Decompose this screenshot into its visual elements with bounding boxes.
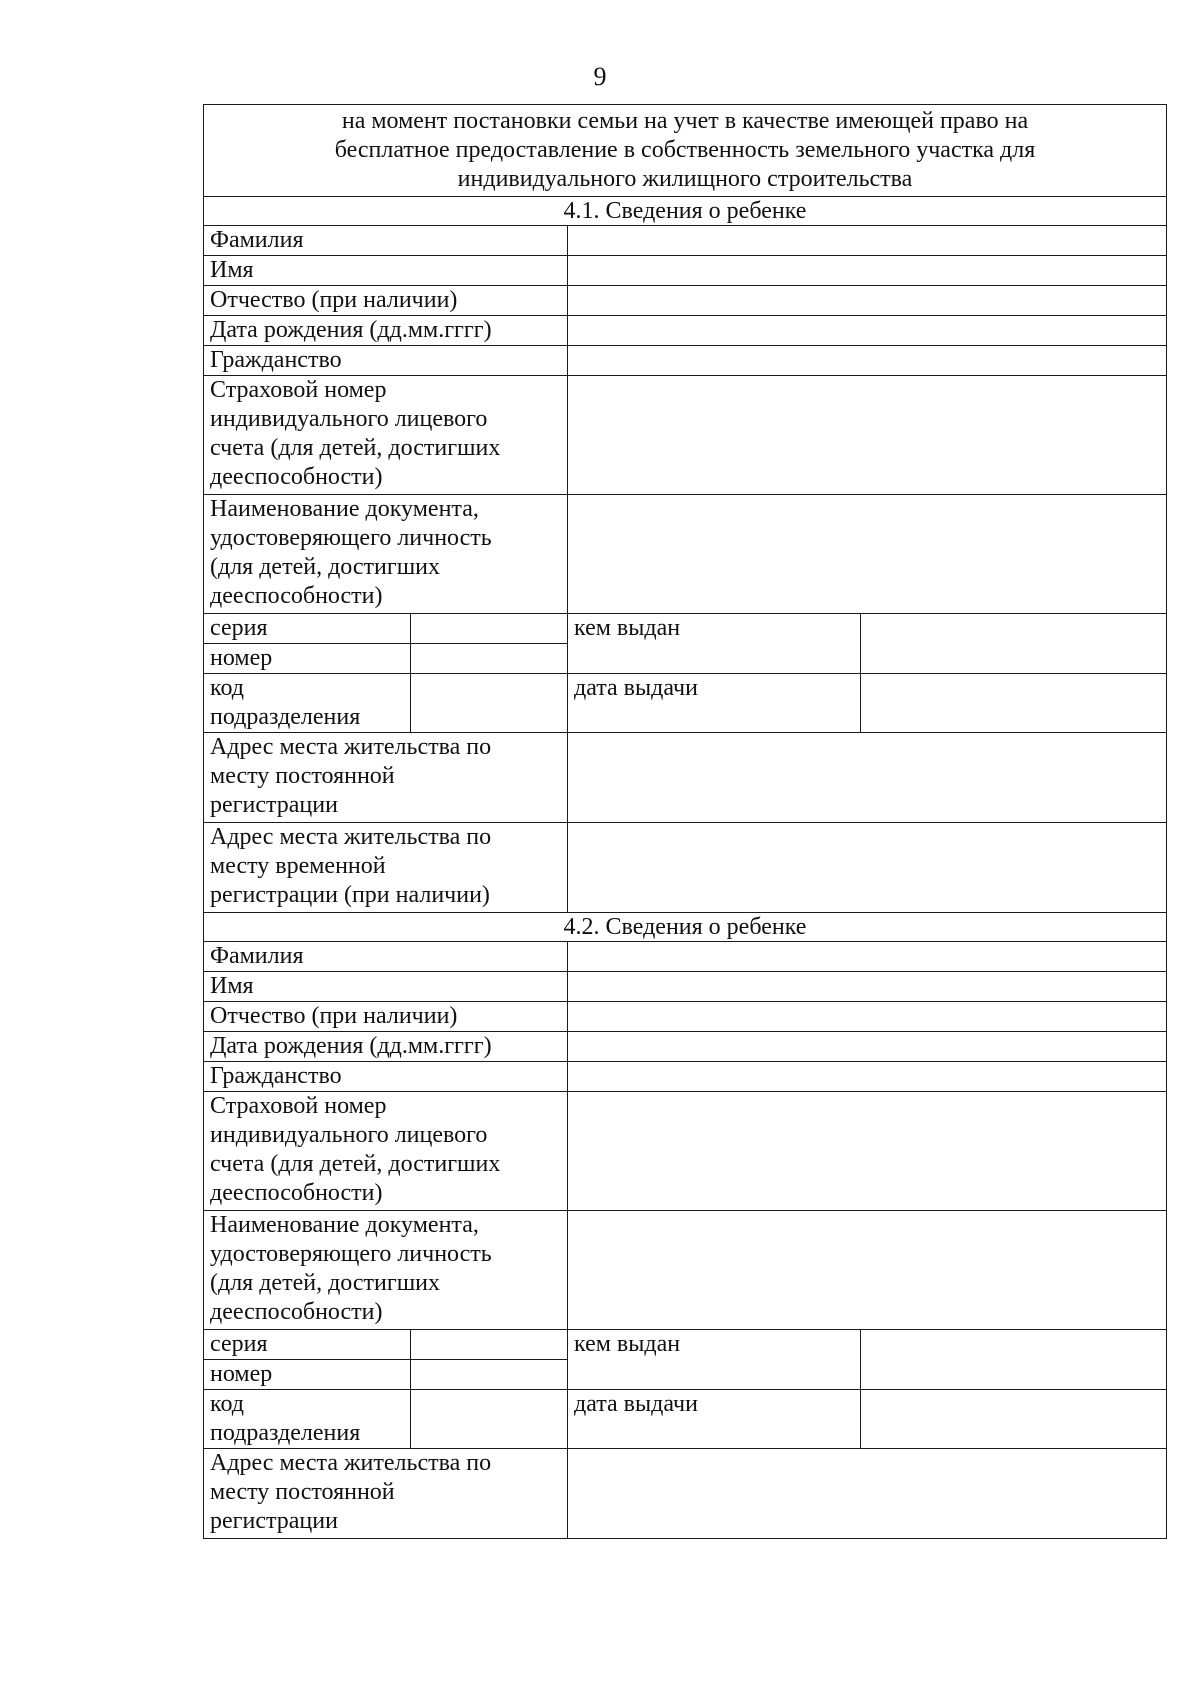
field-label-surname: Фамилия [204, 226, 568, 256]
section-title: 4.2. Сведения о ребенке [204, 913, 1167, 942]
form-row [204, 674, 1167, 733]
field-label-issue-date: дата выдачи [568, 1390, 861, 1449]
field-value-series[interactable] [411, 1330, 568, 1360]
form-row [204, 1092, 1167, 1211]
field-value-snils[interactable] [568, 1092, 1167, 1211]
form-row [204, 256, 1167, 286]
section-title-row [204, 913, 1167, 942]
form-row [204, 1449, 1167, 1539]
section-title: 4.1. Сведения о ребенке [204, 197, 1167, 226]
field-value-permanent-address[interactable] [568, 733, 1167, 823]
field-label-patronymic: Отчество (при наличии) [204, 286, 568, 316]
field-value-patronymic[interactable] [568, 286, 1167, 316]
form-row [204, 346, 1167, 376]
field-value-patronymic[interactable] [568, 1002, 1167, 1032]
field-value-id-document[interactable] [568, 1211, 1167, 1330]
field-label-name: Имя [204, 256, 568, 286]
field-label-birth-date: Дата рождения (дд.мм.гггг) [204, 1032, 568, 1062]
field-label-permanent-address: Адрес места жительства по месту постоянной регистрации [204, 733, 568, 823]
field-label-issue-date: дата выдачи [568, 674, 861, 733]
field-label-series: серия [204, 614, 411, 644]
field-label-permanent-address: Адрес места жительства по месту постоянной регистрации [204, 1449, 568, 1539]
form-row [204, 495, 1167, 614]
form-row [204, 614, 1167, 644]
field-label-temporary-address: Адрес места жительства по месту временной регистрации (при наличии) [204, 823, 568, 913]
form-row [204, 1330, 1167, 1360]
field-value-citizenship[interactable] [568, 1062, 1167, 1092]
field-value-issue-date[interactable] [861, 1390, 1167, 1449]
field-label-snils: Страховой номер индивидуального лицевого счета (для детей, достигших дееспособности) [204, 376, 568, 495]
form-row [204, 1211, 1167, 1330]
field-label-birth-date: Дата рождения (дд.мм.гггг) [204, 316, 568, 346]
form-row [204, 316, 1167, 346]
field-value-division-code[interactable] [411, 1390, 568, 1449]
field-value-name[interactable] [568, 972, 1167, 1002]
field-label-id-document: Наименование документа, удостоверяющего личность (для детей, достигших дееспособности) [204, 1211, 568, 1330]
child-info-form [203, 104, 1167, 1539]
form-row [204, 1062, 1167, 1092]
field-value-issued-by[interactable] [861, 614, 1167, 674]
field-label-series: серия [204, 1330, 411, 1360]
form-row [204, 1390, 1167, 1449]
field-value-birth-date[interactable] [568, 1032, 1167, 1062]
field-value-number[interactable] [411, 1360, 568, 1390]
field-label-citizenship: Гражданство [204, 1062, 568, 1092]
field-value-name[interactable] [568, 256, 1167, 286]
field-value-series[interactable] [411, 614, 568, 644]
field-label-name: Имя [204, 972, 568, 1002]
field-label-issued-by: кем выдан [568, 614, 861, 674]
form-row [204, 1002, 1167, 1032]
form-row [204, 286, 1167, 316]
form-row [204, 942, 1167, 972]
field-value-issue-date[interactable] [861, 674, 1167, 733]
field-label-division-code: код подразделения [204, 674, 411, 733]
field-label-patronymic: Отчество (при наличии) [204, 1002, 568, 1032]
field-label-surname: Фамилия [204, 942, 568, 972]
field-value-surname[interactable] [568, 226, 1167, 256]
field-label-number: номер [204, 644, 411, 674]
form-row [204, 376, 1167, 495]
field-value-number[interactable] [411, 644, 568, 674]
field-label-number: номер [204, 1360, 411, 1390]
field-value-surname[interactable] [568, 942, 1167, 972]
field-label-snils: Страховой номер индивидуального лицевого счета (для детей, достигших дееспособности) [204, 1092, 568, 1211]
field-value-citizenship[interactable] [568, 346, 1167, 376]
form-row [204, 733, 1167, 823]
form-row [204, 1032, 1167, 1062]
field-value-birth-date[interactable] [568, 316, 1167, 346]
field-value-issued-by[interactable] [861, 1330, 1167, 1390]
field-label-issued-by: кем выдан [568, 1330, 861, 1390]
field-label-division-code: код подразделения [204, 1390, 411, 1449]
field-value-snils[interactable] [568, 376, 1167, 495]
form-row [204, 226, 1167, 256]
field-value-temporary-address[interactable] [568, 823, 1167, 913]
field-value-permanent-address[interactable] [568, 1449, 1167, 1539]
form-row [204, 823, 1167, 913]
field-value-division-code[interactable] [411, 674, 568, 733]
form-row [204, 972, 1167, 1002]
form-header: на момент постановки семьи на учет в качестве имеющей право на бесплатное предоставление в собственность земельного участка для индивидуального жилищного строительства [204, 105, 1167, 197]
field-label-citizenship: Гражданство [204, 346, 568, 376]
field-label-id-document: Наименование документа, удостоверяющего личность (для детей, достигших дееспособности) [204, 495, 568, 614]
section-title-row [204, 197, 1167, 226]
field-value-id-document[interactable] [568, 495, 1167, 614]
form-header-row [204, 105, 1167, 197]
page-number: 9 [593, 62, 607, 91]
